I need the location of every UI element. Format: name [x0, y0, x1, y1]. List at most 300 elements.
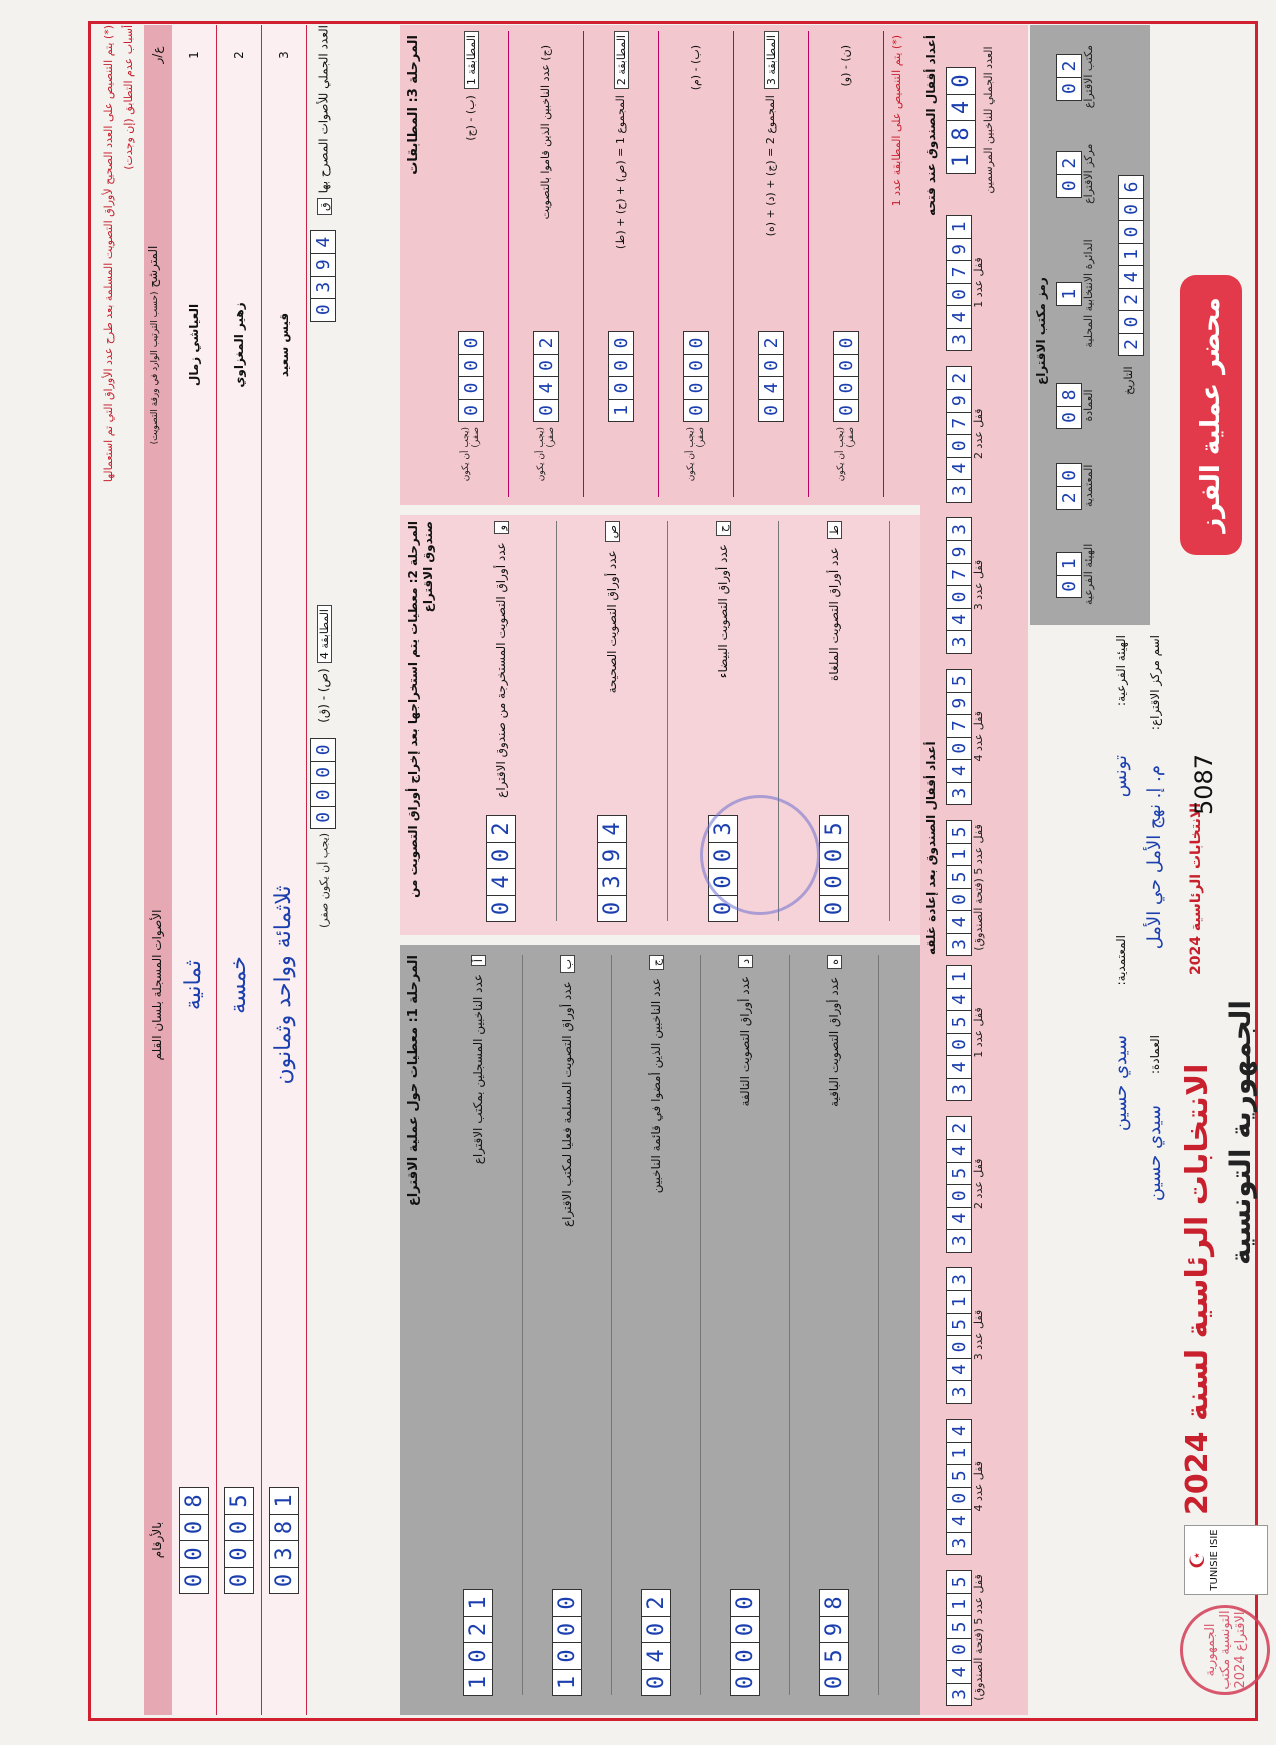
stage3-formula: المجموع 2 = (ج) + (د) + (ه) [764, 95, 778, 237]
digit-box: 5 [946, 669, 972, 693]
registered-box [946, 35, 1024, 205]
digit-box: 0 [1118, 310, 1144, 334]
digit-box: 4 [946, 305, 972, 329]
stage3-value [608, 331, 634, 421]
total-value [310, 230, 336, 320]
digit-box: 0 [310, 298, 336, 322]
lock-label: قفل عدد 2 [972, 1158, 985, 1209]
stage3-value [458, 331, 484, 421]
digit-box: 3 [946, 1229, 972, 1253]
form-title: محضر عملية الفرز [1180, 275, 1242, 555]
result-candidate: زهير المغزاوي [231, 302, 246, 388]
code-label: مكتب الاقتراع [1082, 45, 1095, 109]
lock-value [946, 1419, 972, 1554]
codes-title: رمز مكتب الاقتراع [1034, 277, 1048, 385]
lock-label: قفل عدد 2 [972, 408, 985, 459]
digit-box: 5 [946, 865, 972, 889]
digit-box: 3 [269, 1540, 299, 1568]
result-words: ثلاثمائة وواحد وثمانون [271, 885, 297, 1085]
stage2-tag: ص [605, 521, 620, 542]
digit-box: 1 [1056, 282, 1082, 306]
lock-cell [946, 366, 1024, 501]
stage3-row [584, 31, 659, 497]
digit-box: 0 [819, 895, 849, 923]
center-value: م. إ. نهج الأمل حي الأمل [1144, 765, 1165, 950]
lock-value [946, 215, 972, 350]
digit-box: 9 [310, 253, 336, 277]
digit-box: 3 [946, 1380, 972, 1404]
result-num: 2 [231, 51, 246, 59]
digit-box: 0 [1056, 405, 1082, 429]
stage1-label: عدد الناخبين المسجلين بمكتب الاقتراع [470, 974, 485, 1165]
digit-box: 5 [819, 1642, 849, 1670]
digit-box: 1 [946, 215, 972, 239]
digit-box: 3 [946, 630, 972, 654]
mismatch-note: (*) يتم التنصيص على العدد الصحيح لأوراق التصويت المسلمة بعد طرح عدد الأوراق التي تم استعمالها [102, 25, 115, 483]
digit-box: 5 [819, 815, 849, 843]
results-section [100, 25, 395, 1715]
imada-label: العمادة: [1148, 1035, 1162, 1075]
stage1-rows [434, 955, 879, 1695]
digit-box: 0 [683, 399, 709, 423]
lock-value [946, 518, 972, 653]
digit-box: 0 [458, 376, 484, 400]
digit-box: 0 [758, 399, 784, 423]
digit-box: 5 [946, 1161, 972, 1185]
digit-box: 4 [1118, 265, 1144, 289]
code-value [1056, 544, 1082, 605]
digit-box: 3 [946, 1683, 972, 1707]
digit-box: 0 [946, 1184, 972, 1208]
digit-box: 0 [833, 331, 859, 355]
stage3-formula: المجموع 1 = (ص) + (ح) + (ط) [614, 95, 628, 250]
digit-box: 0 [458, 399, 484, 423]
lock-cell-slot [946, 820, 1024, 955]
registered-value [946, 35, 976, 205]
digit-box: 0 [730, 1669, 760, 1697]
stage2-row [557, 521, 668, 921]
digit-box: 5 [946, 1570, 972, 1594]
digit-box: 0 [819, 1669, 849, 1697]
digit-box: 9 [946, 238, 972, 262]
stage1-value [819, 1589, 849, 1695]
digit-box: 2 [946, 1116, 972, 1140]
stage3-row [734, 31, 809, 497]
stage1-label: عدد أوراق التصويت التالفة [737, 975, 752, 1107]
digit-box: 0 [946, 1033, 972, 1057]
stage1-row [523, 955, 612, 1695]
digit-box: 0 [641, 1669, 671, 1697]
lock-label: قفل عدد 4 [972, 1461, 985, 1512]
lock-value [946, 965, 972, 1100]
digit-box: 0 [946, 1638, 972, 1662]
col-candidate-label: المترشح [146, 245, 160, 288]
result-num: 1 [186, 51, 201, 59]
digit-box: 0 [608, 376, 634, 400]
digit-box: 4 [946, 94, 976, 122]
stamp-text: الجمهورية التونسية مكتب الاقتراع 2024 [1202, 1610, 1248, 1690]
digit-box: 1 [946, 1290, 972, 1314]
code-value [1056, 383, 1082, 428]
digit-box: 3 [597, 868, 627, 896]
digit-box: 4 [946, 608, 972, 632]
lock-value [946, 366, 972, 501]
digit-box: 4 [946, 456, 972, 480]
digit-box: 0 [486, 842, 516, 870]
digit-box: 2 [533, 331, 559, 355]
center-label: اسم مركز الاقتراع: [1148, 635, 1162, 731]
digit-box: 0 [641, 1616, 671, 1644]
code-value [1056, 239, 1082, 347]
digit-box: 0 [552, 1642, 582, 1670]
results-header [144, 25, 172, 1715]
blue-stamp [700, 795, 820, 915]
digit-box: 1 [1118, 243, 1144, 267]
stage1-section [400, 945, 920, 1715]
stage3-row [509, 31, 584, 497]
lock-cell [946, 215, 1024, 350]
digit-box: 7 [946, 411, 972, 435]
lock-cell [946, 669, 1024, 804]
imada-value: سيدي حسين [1144, 1105, 1165, 1202]
lock-slot-value [946, 820, 972, 955]
digit-box: 0 [608, 354, 634, 378]
stage1-row [612, 955, 701, 1695]
code-cell [1056, 383, 1116, 428]
lock-value [946, 669, 972, 804]
result-words: ثمانية [181, 959, 207, 1011]
digit-box: 4 [758, 376, 784, 400]
digit-box: 1 [269, 1487, 299, 1515]
stage1-row [790, 955, 879, 1695]
match4-note: (يجب أن يكون صفر) [317, 832, 331, 929]
stage2-rows [446, 521, 890, 921]
digit-box: 0 [946, 585, 972, 609]
digit-box: 0 [683, 354, 709, 378]
code-label: الهيئة الفرعية [1082, 543, 1095, 605]
digit-box: 3 [946, 479, 972, 503]
digit-box: 0 [224, 1514, 254, 1542]
digit-box: 0 [730, 1616, 760, 1644]
col-candidate-note: (حسب الترتيب الوارد في ورقة التصويت) [150, 291, 160, 445]
stage1-tag: ه [827, 955, 842, 969]
results-rows [172, 25, 307, 1715]
stage3-section [400, 25, 920, 505]
digit-box: 5 [946, 1464, 972, 1488]
digit-box: 0 [597, 895, 627, 923]
stage1-row [701, 955, 790, 1695]
digit-box: 0 [758, 354, 784, 378]
digit-box: 0 [1056, 174, 1082, 198]
stage2-value [486, 815, 516, 921]
digit-box: 0 [310, 760, 336, 784]
date-field [1118, 175, 1144, 355]
match4-value [310, 738, 336, 828]
locks-open-fields [946, 965, 1024, 1705]
digit-box: 2 [463, 1616, 493, 1644]
codes-panel [1030, 25, 1150, 625]
digit-box: 1 [946, 147, 976, 175]
stage1-tag: ج [649, 955, 664, 970]
digit-box: 0 [946, 434, 972, 458]
stage1-title: المرحلة 1: معطيات حول عملية الاقتراع [406, 955, 421, 1207]
digit-box: 0 [463, 1642, 493, 1670]
stage1-value [641, 1589, 671, 1695]
match4-formula: (ص) - (ق) [316, 668, 331, 723]
code-label: العمادة [1082, 389, 1095, 422]
form-number: 5087 [1190, 753, 1218, 815]
digit-box: 3 [946, 933, 972, 957]
digit-box: 7 [946, 714, 972, 738]
col-words: الأصوات المسجلة بلسان القلم [150, 909, 164, 1061]
digit-box: 4 [946, 910, 972, 934]
stage3-note: (يجب أن يكون صفر) [536, 427, 556, 482]
code-cell [1056, 144, 1116, 204]
lock-label: قفل عدد 1 [972, 257, 985, 308]
digit-box: 0 [946, 736, 972, 760]
digit-box: 4 [533, 376, 559, 400]
result-row [217, 25, 262, 1715]
stage2-value [819, 815, 849, 921]
locks-section [920, 25, 1028, 1715]
digit-box: 0 [310, 805, 336, 829]
digit-box: 0 [269, 1567, 299, 1595]
result-words: خمسة [226, 956, 252, 1014]
digit-box: 5 [224, 1487, 254, 1515]
digit-box: 0 [730, 1589, 760, 1617]
stage3-note: (يجب أن يكون صفر) [461, 427, 481, 482]
digit-box: 5 [946, 820, 972, 844]
digit-box: 0 [833, 354, 859, 378]
digit-box: 0 [1056, 77, 1082, 101]
stage3-name: المطابقة 3 [764, 31, 779, 89]
stage2-value [597, 815, 627, 921]
digit-box: 3 [310, 275, 336, 299]
digit-box: 0 [1118, 198, 1144, 222]
digit-box: 2 [1056, 151, 1082, 175]
stage2-tag: ح [716, 521, 731, 536]
digit-box: 8 [819, 1589, 849, 1617]
digit-box: 1 [946, 1441, 972, 1465]
digit-box: 0 [1056, 463, 1082, 487]
stage3-formula: (ب) - (ج) [464, 95, 478, 141]
digit-box: 6 [1118, 175, 1144, 199]
result-row [172, 25, 217, 1715]
digit-box: 3 [708, 815, 738, 843]
digit-box: 4 [946, 1509, 972, 1533]
locks-after-title: أعداد أقفال الصندوق بعد إعادة غلقه [924, 741, 938, 955]
lock-label: قفل عدد 3 [972, 1309, 985, 1361]
lock-value [946, 1116, 972, 1251]
col-candidate [144, 85, 172, 605]
digit-box: 1 [1056, 552, 1082, 576]
stage1-tag: د [738, 955, 753, 968]
lock-slot-label: قفل عدد 5 (فتحة الصندوق) [972, 1574, 985, 1701]
stage3-formula: (ب) - (م) [689, 45, 703, 91]
lock-cell [946, 518, 1024, 653]
digit-box: 1 [946, 1593, 972, 1617]
digit-box: 0 [458, 331, 484, 355]
digit-box: 4 [946, 1419, 972, 1443]
digit-box: 0 [946, 283, 972, 307]
digit-box: 0 [552, 1589, 582, 1617]
digit-box: 9 [946, 389, 972, 413]
digit-box: 1 [946, 965, 972, 989]
lock-cell [946, 1419, 1024, 1554]
stage1-label: عدد أوراق التصويت المسلمة فعليا لمكتب الاقتراع [559, 981, 574, 1227]
digit-box: 0 [946, 67, 976, 95]
digit-box: 0 [224, 1567, 254, 1595]
digit-box: 7 [946, 260, 972, 284]
digit-box: 8 [946, 120, 976, 148]
digit-box: 0 [946, 888, 972, 912]
digit-box: 2 [1118, 288, 1144, 312]
digit-box: 5 [946, 1615, 972, 1639]
delegation-value: سيدي حسين [1110, 1035, 1131, 1132]
digit-box: 8 [1056, 383, 1082, 407]
identity-section [1110, 635, 1176, 1705]
digit-box: 0 [533, 399, 559, 423]
stage3-value [683, 331, 709, 421]
match4-block [310, 605, 390, 1365]
digit-box: 0 [224, 1540, 254, 1568]
stage1-label: عدد أوراق التصويت الباقية [826, 976, 841, 1107]
stage3-value [758, 331, 784, 421]
digit-box: 4 [946, 759, 972, 783]
digit-box: 2 [758, 331, 784, 355]
result-digits [179, 1365, 209, 1715]
digit-box: 1 [946, 843, 972, 867]
digit-box: 4 [946, 1206, 972, 1230]
lock-cell-slot [946, 1570, 1024, 1705]
stage2-tag: و [494, 521, 509, 534]
country-title: الجمهورية التونسية [1224, 1000, 1257, 1265]
code-label: المعتمدية [1082, 464, 1095, 508]
digit-box: 0 [552, 1616, 582, 1644]
result-digits [224, 1365, 254, 1715]
digit-box: 2 [1056, 486, 1082, 510]
result-candidate: العياشي زمال [186, 303, 201, 387]
digit-box: 4 [641, 1642, 671, 1670]
digit-box: 0 [833, 376, 859, 400]
digit-box: 3 [946, 328, 972, 352]
isie-text: TUNISIE ISIE [1209, 1529, 1220, 1591]
digit-box: 8 [269, 1514, 299, 1542]
digit-box: 0 [310, 738, 336, 762]
digit-box: 5 [946, 1313, 972, 1337]
digit-box: 9 [946, 691, 972, 715]
digit-box: 0 [819, 868, 849, 896]
code-cell [1056, 544, 1116, 605]
isie-logo [1184, 1525, 1268, 1595]
result-digit-boxes [224, 1487, 254, 1593]
registered-label: العدد الجملي للناخبين المرسمين [982, 46, 995, 194]
digit-box: 0 [179, 1514, 209, 1542]
result-digit-boxes [179, 1487, 209, 1593]
stage3-formula: (ج) عدد الناخبين الذين قاموا بالتصويت [539, 45, 553, 220]
digit-box: 0 [683, 376, 709, 400]
col-digits: بالأرقام [150, 1521, 164, 1559]
code-value [1056, 463, 1082, 508]
digit-box: 0 [708, 868, 738, 896]
lock-value [946, 1268, 972, 1403]
digit-box: 1 [608, 399, 634, 423]
digit-box: 3 [946, 1268, 972, 1292]
match4-label: المطابقة 4 [317, 605, 332, 663]
total-block [310, 25, 390, 605]
digit-box: 1 [463, 1589, 493, 1617]
digit-box: 4 [310, 230, 336, 254]
stage1-row [434, 955, 523, 1695]
election-title: الانتخابات الرئاسية لسنة 2024 [1180, 1063, 1215, 1515]
digit-box: 0 [833, 399, 859, 423]
constituency-label: الهيئة الفرعية: [1114, 635, 1128, 706]
digit-box: 2 [1056, 54, 1082, 78]
digit-box: 0 [946, 1486, 972, 1510]
col-num: ع/ر [150, 46, 164, 64]
stage3-value [533, 331, 559, 421]
stage2-tag: ط [827, 521, 842, 539]
code-label: الدائرة الانتخابية المحلية [1082, 239, 1095, 348]
digit-box: 0 [946, 1335, 972, 1359]
constituency-value: تونس [1110, 755, 1131, 798]
digit-box: 1 [552, 1669, 582, 1697]
digit-box: 9 [819, 1616, 849, 1644]
digit-box: 0 [179, 1567, 209, 1595]
total-label: العدد الجملي للأصوات المصرح بها [316, 25, 331, 194]
lock-label: قفل عدد 4 [972, 711, 985, 762]
stage1-value [730, 1589, 760, 1695]
digit-box: 3 [946, 1078, 972, 1102]
locks-after-fields [946, 215, 1024, 955]
code-value [1056, 144, 1082, 204]
results-footer [310, 25, 390, 1715]
digit-box: 2 [486, 815, 516, 843]
digit-box: 8 [179, 1487, 209, 1515]
stage3-row [434, 31, 509, 497]
result-candidate: قيس سعيد [276, 312, 291, 378]
lock-slot-value [946, 1570, 972, 1705]
code-label: مركز الاقتراع [1082, 143, 1095, 204]
digit-box: 0 [608, 331, 634, 355]
digit-box: 9 [597, 842, 627, 870]
stage1-value [552, 1589, 582, 1695]
digit-box: 2 [641, 1589, 671, 1617]
digit-box: 0 [310, 783, 336, 807]
stage2-title: المرحلة 2: معطيات يتم استخراجها بعد إخراج أوراق التصويت من صندوق الاقتراع [406, 521, 435, 898]
code-cell [1056, 463, 1116, 508]
digit-box: 3 [946, 518, 972, 542]
digit-box: 0 [486, 895, 516, 923]
stage2-row [446, 521, 557, 921]
stage2-label: عدد أوراق التصويت الصحيحة [604, 550, 619, 694]
locks-open-title: أعداد أقفال الصندوق عند فتحه [924, 35, 938, 216]
result-digits [269, 1365, 299, 1715]
digit-box: 2 [946, 366, 972, 390]
stage1-value [463, 1589, 493, 1695]
digit-box: 4 [597, 815, 627, 843]
stage3-row [659, 31, 734, 497]
stage3-name: المطابقة 2 [614, 31, 629, 89]
digit-box: 4 [486, 868, 516, 896]
digit-box: 4 [946, 1358, 972, 1382]
digit-box: 0 [458, 354, 484, 378]
digit-box: 0 [708, 842, 738, 870]
digit-box: 0 [1056, 574, 1082, 598]
delegation-label: المعتمدية: [1114, 935, 1128, 986]
code-cell [1056, 45, 1116, 108]
stage3-note: (يجب أن يكون صفر) [686, 427, 706, 482]
